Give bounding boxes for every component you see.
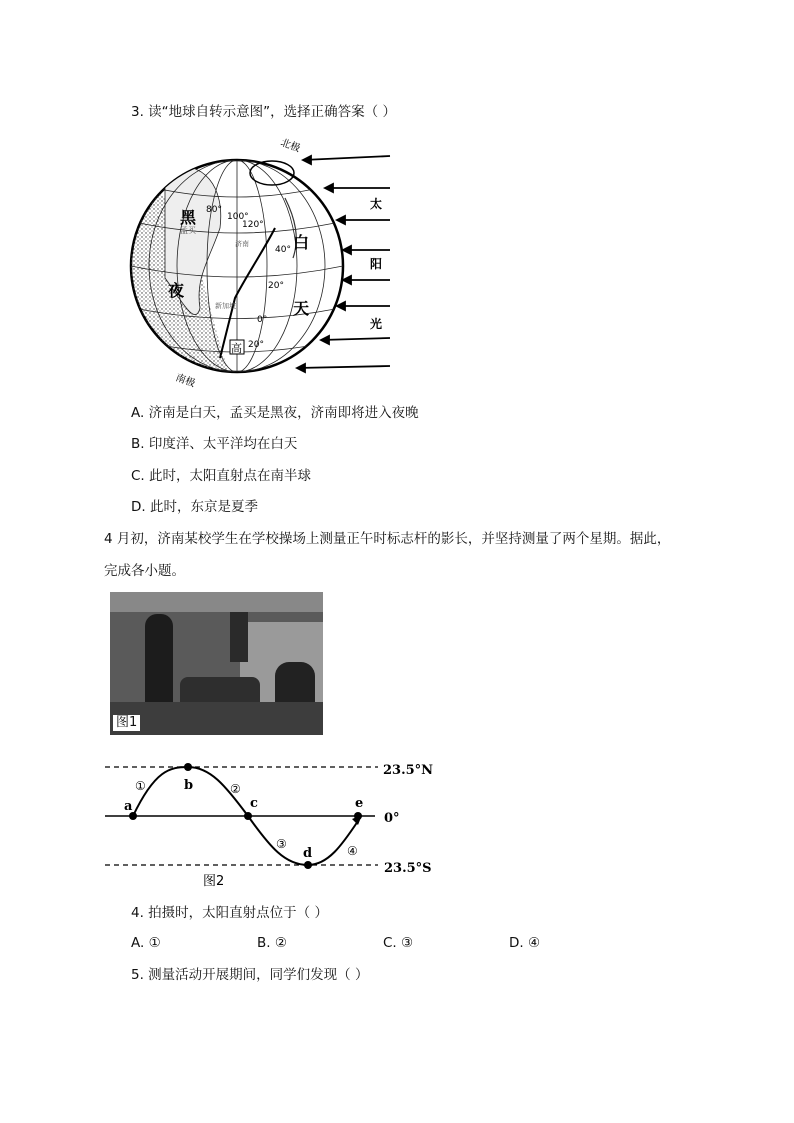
- lat-label-20s: 20°: [248, 340, 264, 350]
- q3-option-c: C. 此时，太阳直射点在南半球: [131, 468, 312, 484]
- sun-char-1: 太: [370, 197, 383, 211]
- point-d: [304, 861, 312, 869]
- badge-char: 高: [231, 342, 242, 355]
- label-a: a: [124, 799, 133, 814]
- q4-option-c: C. ③: [383, 935, 414, 951]
- q3-option-d: D. 此时，东京是夏季: [131, 499, 258, 515]
- figure-2-label: 图2: [203, 874, 225, 889]
- lat-label-40: 40°: [275, 245, 291, 255]
- label-d: d: [303, 846, 313, 861]
- day-char-2: 天: [293, 299, 310, 318]
- point-b: [184, 763, 192, 771]
- intro-line-2: 完成各小题。: [104, 563, 185, 579]
- q3-stem: 3. 读“地球自转示意图”，选择正确答案（ ）: [131, 104, 396, 120]
- label-e: e: [355, 796, 364, 811]
- night-char-1: 黑: [180, 208, 197, 227]
- label-c: c: [250, 796, 258, 811]
- lon-label-80: 80°: [206, 205, 222, 215]
- label-23-5s: 23.5°S: [384, 861, 432, 876]
- q4-option-b: B. ②: [257, 935, 287, 951]
- label-23-5n: 23.5°N: [383, 763, 434, 778]
- south-pole-label: 南极: [173, 372, 197, 390]
- q3-option-b: B. 印度洋、太平洋均在白天: [131, 436, 298, 452]
- segment-3: ③: [276, 837, 287, 851]
- night-char-2: 夜: [168, 281, 185, 300]
- north-pole-label: 北极: [278, 137, 302, 155]
- figure-2-diagram: [100, 755, 445, 890]
- figure-1-photo: [110, 592, 323, 735]
- point-e: [354, 812, 362, 820]
- earth-rotation-figure: [125, 128, 400, 390]
- q4-option-d: D. ④: [509, 935, 541, 951]
- segment-4: ④: [347, 844, 358, 858]
- xinjiapo-label: 新加坡: [215, 302, 236, 310]
- jinan-label: 济南: [235, 240, 249, 248]
- sun-char-2: 阳: [370, 257, 383, 271]
- segment-2: ②: [230, 782, 241, 796]
- point-c: [244, 812, 252, 820]
- q3-option-a: A. 济南是白天，孟买是黑夜，济南即将进入夜晚: [131, 405, 419, 421]
- lon-label-100: 100°: [227, 212, 249, 222]
- figure-1-label: 图1: [113, 715, 140, 731]
- q4-stem: 4. 拍摄时，太阳直射点位于（ ）: [131, 905, 328, 921]
- day-char-1: 白: [293, 233, 310, 252]
- lat-label-20n: 20°: [268, 281, 284, 291]
- lon-label-120: 120°: [242, 220, 264, 230]
- label-b: b: [184, 778, 194, 793]
- q4-option-a: A. ①: [131, 935, 161, 951]
- intro-line-1: 4 月初，济南某校学生在学校操场上测量正午时标志杆的影长，并坚持测量了两个星期。据此，: [104, 531, 671, 547]
- lat-label-0: 0°: [257, 315, 268, 325]
- sun-char-3: 光: [370, 317, 383, 331]
- label-equator: 0°: [384, 811, 400, 826]
- segment-1: ①: [135, 779, 146, 793]
- mengmai-label: 孟买: [180, 226, 196, 235]
- q5-stem: 5. 测量活动开展期间，同学们发现（ ）: [131, 967, 369, 983]
